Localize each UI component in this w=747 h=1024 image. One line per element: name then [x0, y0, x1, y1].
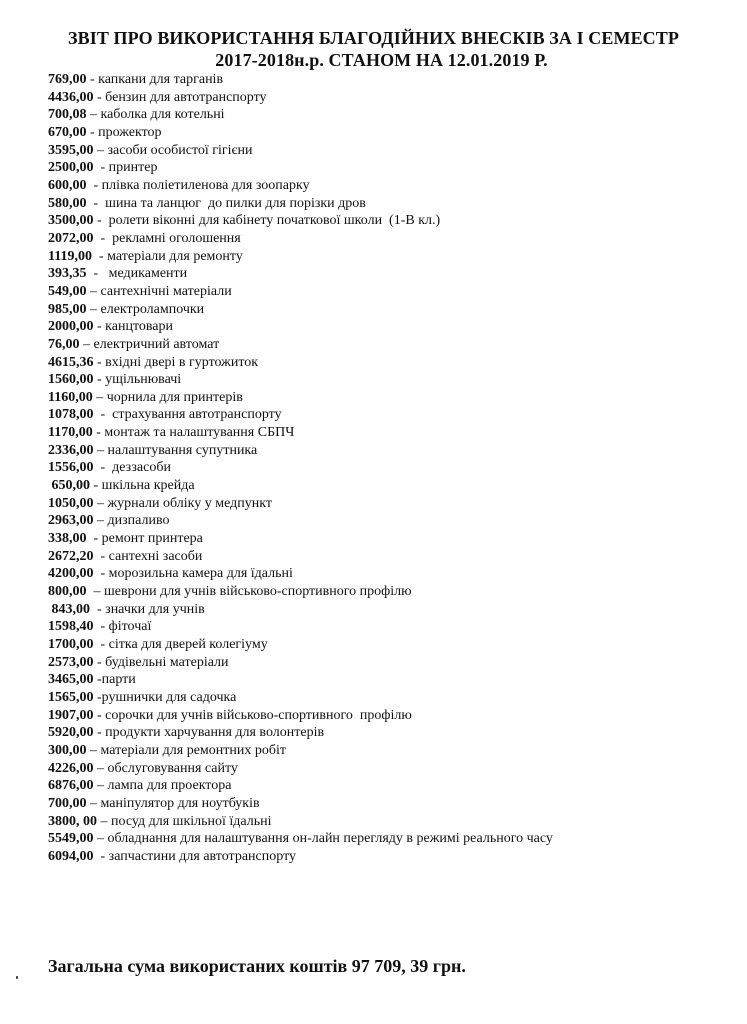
- expense-amount: 700,00: [48, 795, 87, 811]
- expense-description: -парти: [93, 672, 136, 688]
- expense-amount: 1078,00: [48, 407, 94, 423]
- expense-item: [48, 442, 728, 460]
- expense-amount: 338,00: [48, 531, 87, 547]
- expense-description: - капкани для тарганів: [86, 72, 224, 87]
- expense-item: [48, 583, 728, 601]
- expense-description: - ущільнювачі: [93, 372, 182, 388]
- expense-description: – обладнання для налаштування он-лайн перегляду в режимі реального часу: [93, 831, 553, 847]
- expense-amount: 3595,00: [48, 142, 94, 158]
- expense-item: [48, 371, 728, 389]
- expense-amount: 1700,00: [48, 637, 94, 652]
- expense-item: [48, 848, 728, 866]
- expense-item: [48, 283, 728, 301]
- expense-item: [48, 424, 728, 442]
- expense-item: [48, 89, 728, 107]
- expense-description: – чорнила для принтерів: [92, 389, 243, 405]
- expense-description: - канцтовари: [93, 319, 174, 335]
- expense-description: – журнали обліку у медпункт: [93, 495, 272, 511]
- expense-item: [48, 265, 728, 283]
- expense-amount: 3800, 00: [48, 813, 97, 829]
- expense-item: [48, 601, 728, 619]
- expense-item: [48, 477, 728, 495]
- expense-amount: 2336,00: [48, 442, 94, 458]
- expense-description: - медикаменти: [86, 266, 188, 282]
- expense-description: - сітка для дверей колегіуму: [93, 637, 268, 652]
- expense-description: - ролети віконні для кабінету початкової школи (1-В кл.): [93, 213, 441, 229]
- expense-description: - вхідні двері в гуртожиток: [93, 354, 259, 370]
- expense-description: - продукти харчування для волонтерів: [93, 725, 325, 741]
- expense-item: [48, 795, 728, 813]
- expense-amount: 6094,00: [48, 848, 94, 864]
- expense-amount: 393,35: [48, 266, 87, 282]
- expense-amount: 769,00: [48, 72, 87, 87]
- expense-amount: 1170,00: [48, 425, 93, 441]
- expense-amount: 1565,00: [48, 689, 94, 705]
- expense-item: [48, 406, 728, 424]
- expense-item: [48, 354, 728, 372]
- expense-description: – каболка для котельні: [86, 107, 225, 123]
- expense-item: [48, 618, 728, 636]
- expense-item: [48, 142, 728, 160]
- expense-amount: 4436,00: [48, 89, 94, 105]
- report-title-line-1: ЗВІТ ПРО ВИКОРИСТАННЯ БЛАГОДІЙНИХ ВНЕСКІВ ЗА І СЕМЕСТР: [68, 28, 679, 48]
- expense-item: [48, 212, 728, 230]
- expense-amount: 3500,00: [48, 213, 94, 229]
- expense-item: [48, 71, 728, 89]
- expense-description: – посуд для шкільної їдальні: [97, 813, 272, 829]
- expense-amount: 2573,00: [48, 654, 94, 670]
- expense-description: – засоби особистої гігієни: [93, 142, 253, 158]
- expense-description: – маніпулятор для ноутбуків: [86, 795, 260, 811]
- expense-amount: 985,00: [48, 301, 87, 317]
- expense-amount: 580,00: [48, 195, 87, 211]
- expense-amount: 300,00: [48, 742, 87, 758]
- expense-item: [48, 106, 728, 124]
- expense-item: [48, 495, 728, 513]
- expense-description: - шкільна крейда: [90, 478, 195, 494]
- expense-description: – сантехнічні матеріали: [86, 283, 232, 299]
- expense-amount: 549,00: [48, 283, 87, 299]
- expense-amount: 1907,00: [48, 707, 94, 723]
- expense-amount: 2072,00: [48, 230, 94, 246]
- expense-item: [48, 301, 728, 319]
- expense-item: [48, 548, 728, 566]
- expense-amount: 700,08: [48, 107, 87, 123]
- expense-list: [48, 71, 728, 866]
- expense-description: – налаштування супутника: [93, 442, 258, 458]
- expense-amount: 600,00: [48, 177, 87, 193]
- expense-description: - монтаж та налаштування СБПЧ: [92, 425, 295, 441]
- expense-amount: 2000,00: [48, 319, 94, 335]
- expense-item: [48, 671, 728, 689]
- expense-amount: 843,00: [48, 601, 90, 617]
- expense-description: - плівка поліетиленова для зоопарку: [86, 177, 310, 193]
- expense-item: [48, 230, 728, 248]
- expense-description: - фіточаї: [93, 619, 152, 635]
- expense-description: – шеврони для учнів військово-спортивного профілю: [86, 584, 412, 600]
- expense-description: - значки для учнів: [90, 601, 205, 617]
- expense-item: [48, 336, 728, 354]
- expense-item: [48, 389, 728, 407]
- expense-amount: 2500,00: [48, 160, 94, 176]
- expense-amount: 6876,00: [48, 778, 94, 794]
- expense-item: [48, 760, 728, 778]
- expense-item: [48, 195, 728, 213]
- expense-item: [48, 724, 728, 742]
- expense-amount: 1160,00: [48, 389, 93, 405]
- expense-amount: 1598,40: [48, 619, 94, 635]
- expense-amount: 76,00: [48, 336, 80, 352]
- expense-amount: 2963,00: [48, 513, 94, 529]
- expense-description: - сорочки для учнів військово-спортивного профілю: [93, 707, 412, 723]
- expense-item: [48, 654, 728, 672]
- expense-description: – обслуговування сайту: [93, 760, 238, 776]
- expense-description: - будівельні матеріали: [93, 654, 229, 670]
- expense-item: [48, 512, 728, 530]
- scan-speck: [16, 976, 18, 979]
- report-title-line-2: 2017-2018н.р. СТАНОМ НА 12.01.2019 Р.: [215, 50, 548, 70]
- expense-description: – дизпаливо: [93, 513, 170, 529]
- expense-item: [48, 689, 728, 707]
- expense-item: [48, 565, 728, 583]
- expense-amount: 670,00: [48, 124, 87, 140]
- expense-description: - страхування автотранспорту: [93, 407, 282, 423]
- expense-amount: 3465,00: [48, 672, 94, 688]
- expense-item: [48, 318, 728, 336]
- expense-amount: 4200,00: [48, 566, 94, 582]
- expense-item: [48, 459, 728, 477]
- expense-description: - рекламні оголошення: [93, 230, 241, 246]
- expense-amount: 5920,00: [48, 725, 94, 741]
- expense-item: [48, 830, 728, 848]
- expense-amount: 4226,00: [48, 760, 94, 776]
- expense-item: [48, 124, 728, 142]
- expense-description: - принтер: [93, 160, 158, 176]
- expense-description: - сантехні засоби: [93, 548, 203, 564]
- expense-amount: 2672,20: [48, 548, 94, 564]
- expense-description: – лампа для проектора: [93, 778, 232, 794]
- expense-description: – матеріали для ремонтних робіт: [86, 742, 286, 758]
- expense-description: - запчастини для автотранспорту: [93, 848, 297, 864]
- expense-description: - ремонт принтера: [86, 531, 203, 547]
- total-amount: Загальна сума використаних коштів 97 709, 39 грн.: [48, 956, 466, 976]
- expense-description: – електричний автомат: [79, 336, 220, 352]
- expense-item: [48, 742, 728, 760]
- expense-description: - деззасоби: [93, 460, 171, 476]
- expense-description: - прожектор: [86, 124, 162, 140]
- expense-description: - морозильна камера для їдальні: [93, 566, 293, 582]
- expense-description: - матеріали для ремонту: [91, 248, 243, 264]
- expense-description: -рушнички для садочка: [93, 689, 237, 705]
- expense-amount: 5549,00: [48, 831, 94, 847]
- expense-amount: 800,00: [48, 584, 87, 600]
- expense-amount: 4615,36: [48, 354, 94, 370]
- expense-amount: 650,00: [48, 478, 90, 494]
- expense-description: - шина та ланцюг до пилки для порізки дров: [86, 195, 366, 211]
- expense-amount: 1119,00: [48, 248, 92, 264]
- expense-item: [48, 777, 728, 795]
- expense-item: [48, 707, 728, 725]
- expense-item: [48, 248, 728, 266]
- expense-item: [48, 636, 728, 654]
- expense-amount: 1560,00: [48, 372, 94, 388]
- expense-item: [48, 530, 728, 548]
- expense-amount: 1050,00: [48, 495, 94, 511]
- expense-item: [48, 159, 728, 177]
- expense-item: [48, 813, 728, 831]
- expense-amount: 1556,00: [48, 460, 94, 476]
- expense-item: [48, 177, 728, 195]
- expense-description: – електролампочки: [86, 301, 205, 317]
- expense-description: - бензин для автотранспорту: [93, 89, 267, 105]
